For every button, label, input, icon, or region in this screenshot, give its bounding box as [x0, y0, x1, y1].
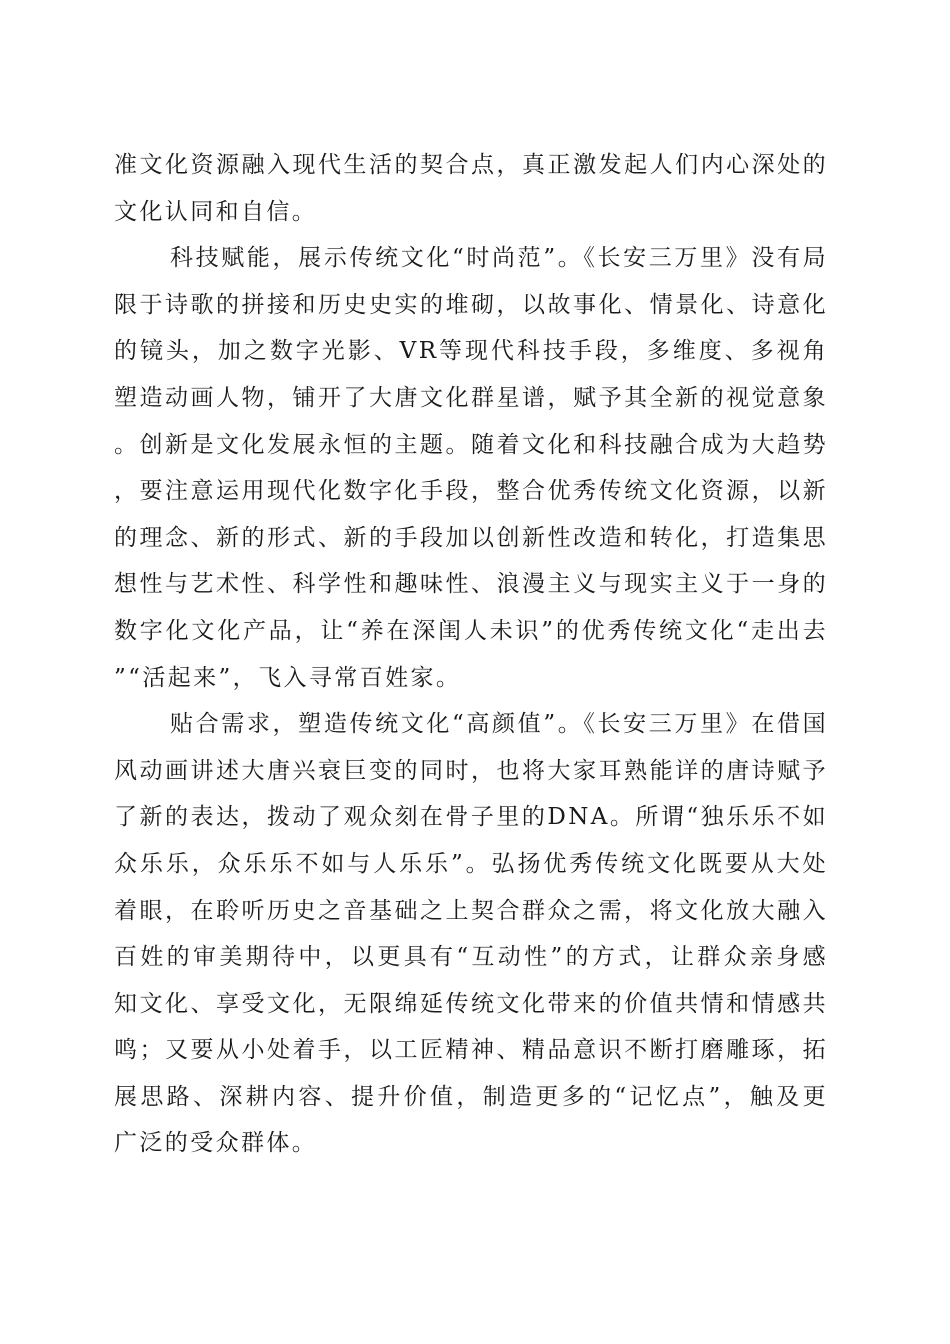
- paragraph-tech-empowerment: 科技赋能，展示传统文化“时尚范”。《长安三万里》没有局限于诗歌的拼接和历史史实的堆砌，以故事化、情景化、诗意化的镜头，加之数字光影、VR等现代科技手段，多维度、多视角塑造动画人物，铺开了大唐文化群星谱，赋予其全新的视觉意象。创新是文化发展永恒的主题。随着文化和科技融合成为大趋势，要注意运用现代化数字化手段，整合优秀传统文化资源，以新的理念、新的形式、新的手段加以创新性改造和转化，打造集思想性与艺术性、科学性和趣味性、浪漫主义与现实主义于一身的数字化文化产品，让“养在深闺人未识”的优秀传统文化“走出去”“活起来”，飞入寻常百姓家。: [114, 245, 828, 691]
- document-body: [114, 142, 828, 1167]
- paragraph-meeting-needs: 贴合需求，塑造传统文化“高颜值”。《长安三万里》在借国风动画讲述大唐兴衰巨变的同时，也将大家耳熟能详的唐诗赋予了新的表达，拨动了观众刻在骨子里的DNA。所谓“独乐乐不如众乐乐，众乐乐不如与人乐乐”。弘扬优秀传统文化既要从大处着眼，在聆听历史之音基础之上契合群众之需，将文化放大融入百姓的审美期待中，以更具有“互动性”的方式，让群众亲身感知文化、享受文化，无限绵延传统文化带来的价值共情和情感共鸣；又要从小处着手，以工匠精神、精品意识不断打磨雕琢，拓展思路、深耕内容、提升价值，制造更多的“记忆点”，触及更广泛的受众群体。: [114, 711, 828, 1157]
- paragraph-continuation: 准文化资源融入现代生活的契合点，真正激发起人们内心深处的文化认同和自信。: [114, 152, 828, 225]
